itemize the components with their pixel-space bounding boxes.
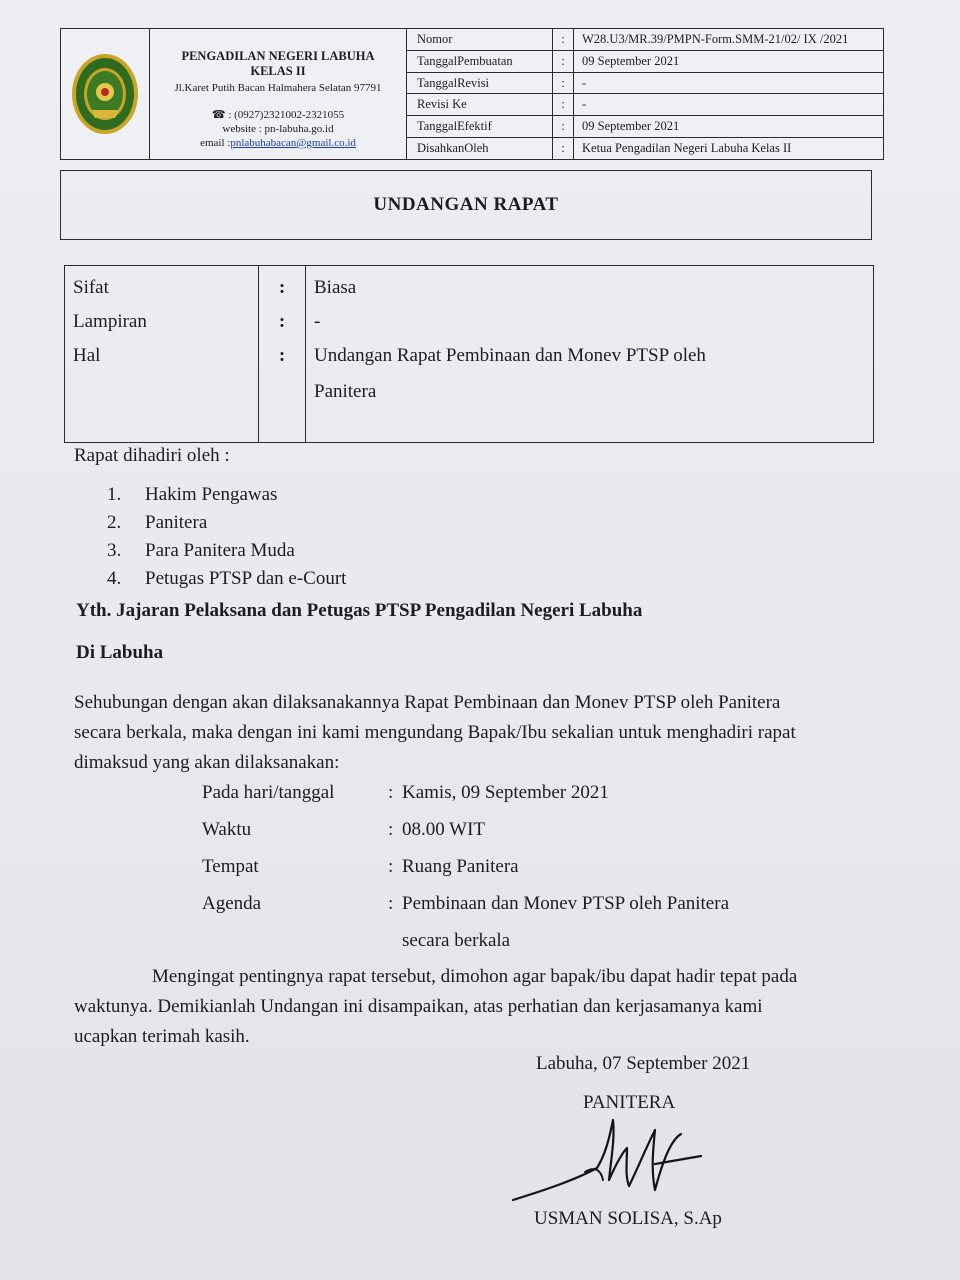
list-item (100, 538, 346, 566)
detail-key: Agenda (202, 893, 262, 914)
meta-key: Revisi Ke (407, 94, 553, 115)
info-colon: : (278, 345, 286, 366)
hal-label: Hal (73, 345, 101, 366)
handwritten-signature-icon (505, 1100, 715, 1210)
document-title: UNDANGAN RAPAT (373, 194, 559, 215)
paragraph-line: Mengingat pentingnya rapat tersebut, dimohon agar bapak/ibu dapat hadir tepat pada (152, 966, 798, 987)
court-address-block (150, 29, 407, 159)
meta-key: Nomor (407, 29, 553, 50)
meta-value: 09 September 2021 (582, 119, 680, 134)
list-item (100, 566, 346, 594)
detail-value: Pembinaan dan Monev PTSP oleh Panitera (402, 893, 729, 914)
detail-colon: : (388, 819, 394, 840)
detail-row-time (202, 815, 802, 852)
document-title-box (60, 170, 872, 240)
letter-info-table (64, 265, 874, 443)
court-email-link[interactable]: pnlabuhabacan@gmail.co.id (230, 137, 356, 149)
hal-value (314, 338, 873, 410)
recipient-location: Di Labuha (76, 642, 164, 663)
list-number: 3. (107, 540, 122, 561)
meta-colon: : (553, 29, 574, 50)
meta-row-tanggal-efektif (407, 116, 883, 138)
detail-colon-empty (388, 926, 402, 963)
meta-row-revisi-ke (407, 94, 883, 116)
court-seal-icon (61, 29, 150, 159)
meta-value: 09 September 2021 (582, 53, 680, 68)
court-email-line (150, 136, 406, 150)
attendees-heading: Rapat dihadiri oleh : (74, 445, 230, 466)
detail-value: Ruang Panitera (402, 856, 519, 877)
hal-value-line: Panitera (314, 381, 377, 402)
lampiran-value: - (314, 311, 321, 332)
detail-key: Pada hari/tanggal (202, 782, 335, 803)
attendee-name: Petugas PTSP dan e-Court (145, 568, 347, 589)
list-number: 2. (107, 512, 122, 533)
sifat-value: Biasa (314, 277, 357, 298)
court-website: website : pn-labuha.go.id (222, 123, 334, 135)
attendee-name: Panitera (145, 512, 208, 533)
lampiran-label: Lampiran (73, 311, 147, 332)
meta-colon: : (553, 51, 574, 72)
court-phone: ☎ : (0927)2321002-2321055 (211, 109, 345, 121)
paragraph-line: Sehubungan dengan akan dilaksanakannya Rapat Pembinaan dan Monev PTSP oleh Panitera (74, 692, 781, 713)
meta-value: - (582, 75, 587, 90)
detail-key-empty (202, 926, 388, 963)
detail-row-agenda-cont (202, 926, 802, 963)
body-paragraph-1 (74, 688, 874, 778)
attendees-list (100, 482, 346, 594)
list-number: 1. (107, 484, 122, 505)
meta-row-tanggal-pembuatan (407, 51, 883, 73)
court-address: Jl.Karet Putih Bacan Halmahera Selatan 97791 (174, 82, 382, 94)
detail-row-agenda (202, 889, 802, 926)
meta-row-nomor (407, 29, 883, 51)
list-item (100, 510, 346, 538)
meta-value: Ketua Pengadilan Negeri Labuha Kelas II (582, 141, 792, 156)
meta-row-disahkan-oleh (407, 138, 883, 159)
attendee-name: Para Panitera Muda (145, 540, 295, 561)
paragraph-line: secara berkala, maka dengan ini kami mengundang Bapak/Ibu sekalian untuk menghadiri rapat (74, 722, 796, 743)
signature-place-date: Labuha, 07 September 2021 (536, 1053, 751, 1074)
detail-value: secara berkala (402, 930, 511, 951)
meta-key: DisahkanOleh (407, 138, 553, 159)
meta-colon: : (553, 73, 574, 94)
paragraph-line: waktunya. Demikianlah Undangan ini disampaikan, atas perhatian dan kerjasamanya kami (74, 996, 763, 1017)
info-labels (65, 266, 259, 442)
sifat-label: Sifat (73, 277, 109, 298)
list-item (100, 482, 346, 510)
signatory-name: USMAN SOLISA, S.Ap (534, 1208, 722, 1229)
letterhead-table (60, 28, 884, 160)
meta-key: TanggalEfektif (407, 116, 553, 137)
detail-row-date (202, 778, 802, 815)
meta-colon: : (553, 138, 574, 159)
detail-value: 08.00 WIT (402, 819, 486, 840)
body-paragraph-2 (74, 962, 874, 1052)
meta-value: - (582, 97, 587, 112)
meta-row-tanggal-revisi (407, 73, 883, 95)
email-label: email : (200, 137, 231, 149)
meta-colon: : (553, 94, 574, 115)
info-values (306, 266, 873, 442)
court-class: KELAS II (250, 64, 306, 78)
meta-key: TanggalRevisi (407, 73, 553, 94)
recipient-line: Yth. Jajaran Pelaksana dan Petugas PTSP Pengadilan Negeri Labuha (76, 600, 643, 621)
meta-colon: : (553, 116, 574, 137)
detail-key: Waktu (202, 819, 252, 840)
meta-key: TanggalPembuatan (407, 51, 553, 72)
court-name: PENGADILAN NEGERI LABUHA (181, 49, 375, 63)
info-colon: : (278, 311, 286, 332)
meta-value: W28.U3/MR.39/PMPN-Form.SMM-21/02/ IX /2021 (582, 31, 849, 46)
detail-colon: : (388, 893, 394, 914)
detail-colon: : (388, 782, 394, 803)
detail-value: Kamis, 09 September 2021 (402, 782, 609, 803)
paragraph-line: ucapkan terimah kasih. (74, 1026, 250, 1047)
attendee-name: Hakim Pengawas (145, 484, 278, 505)
info-colon: : (278, 277, 286, 298)
detail-key: Tempat (202, 856, 259, 877)
hal-value-line: Undangan Rapat Pembinaan dan Monev PTSP oleh (314, 345, 706, 366)
detail-colon: : (388, 856, 394, 877)
info-colons (259, 266, 306, 442)
meeting-details (202, 778, 802, 963)
list-number: 4. (107, 568, 122, 589)
paragraph-line: dimaksud yang akan dilaksanakan: (74, 752, 340, 773)
signature-position: PANITERA (583, 1092, 676, 1113)
detail-row-place (202, 852, 802, 889)
document-meta-table (407, 29, 883, 159)
